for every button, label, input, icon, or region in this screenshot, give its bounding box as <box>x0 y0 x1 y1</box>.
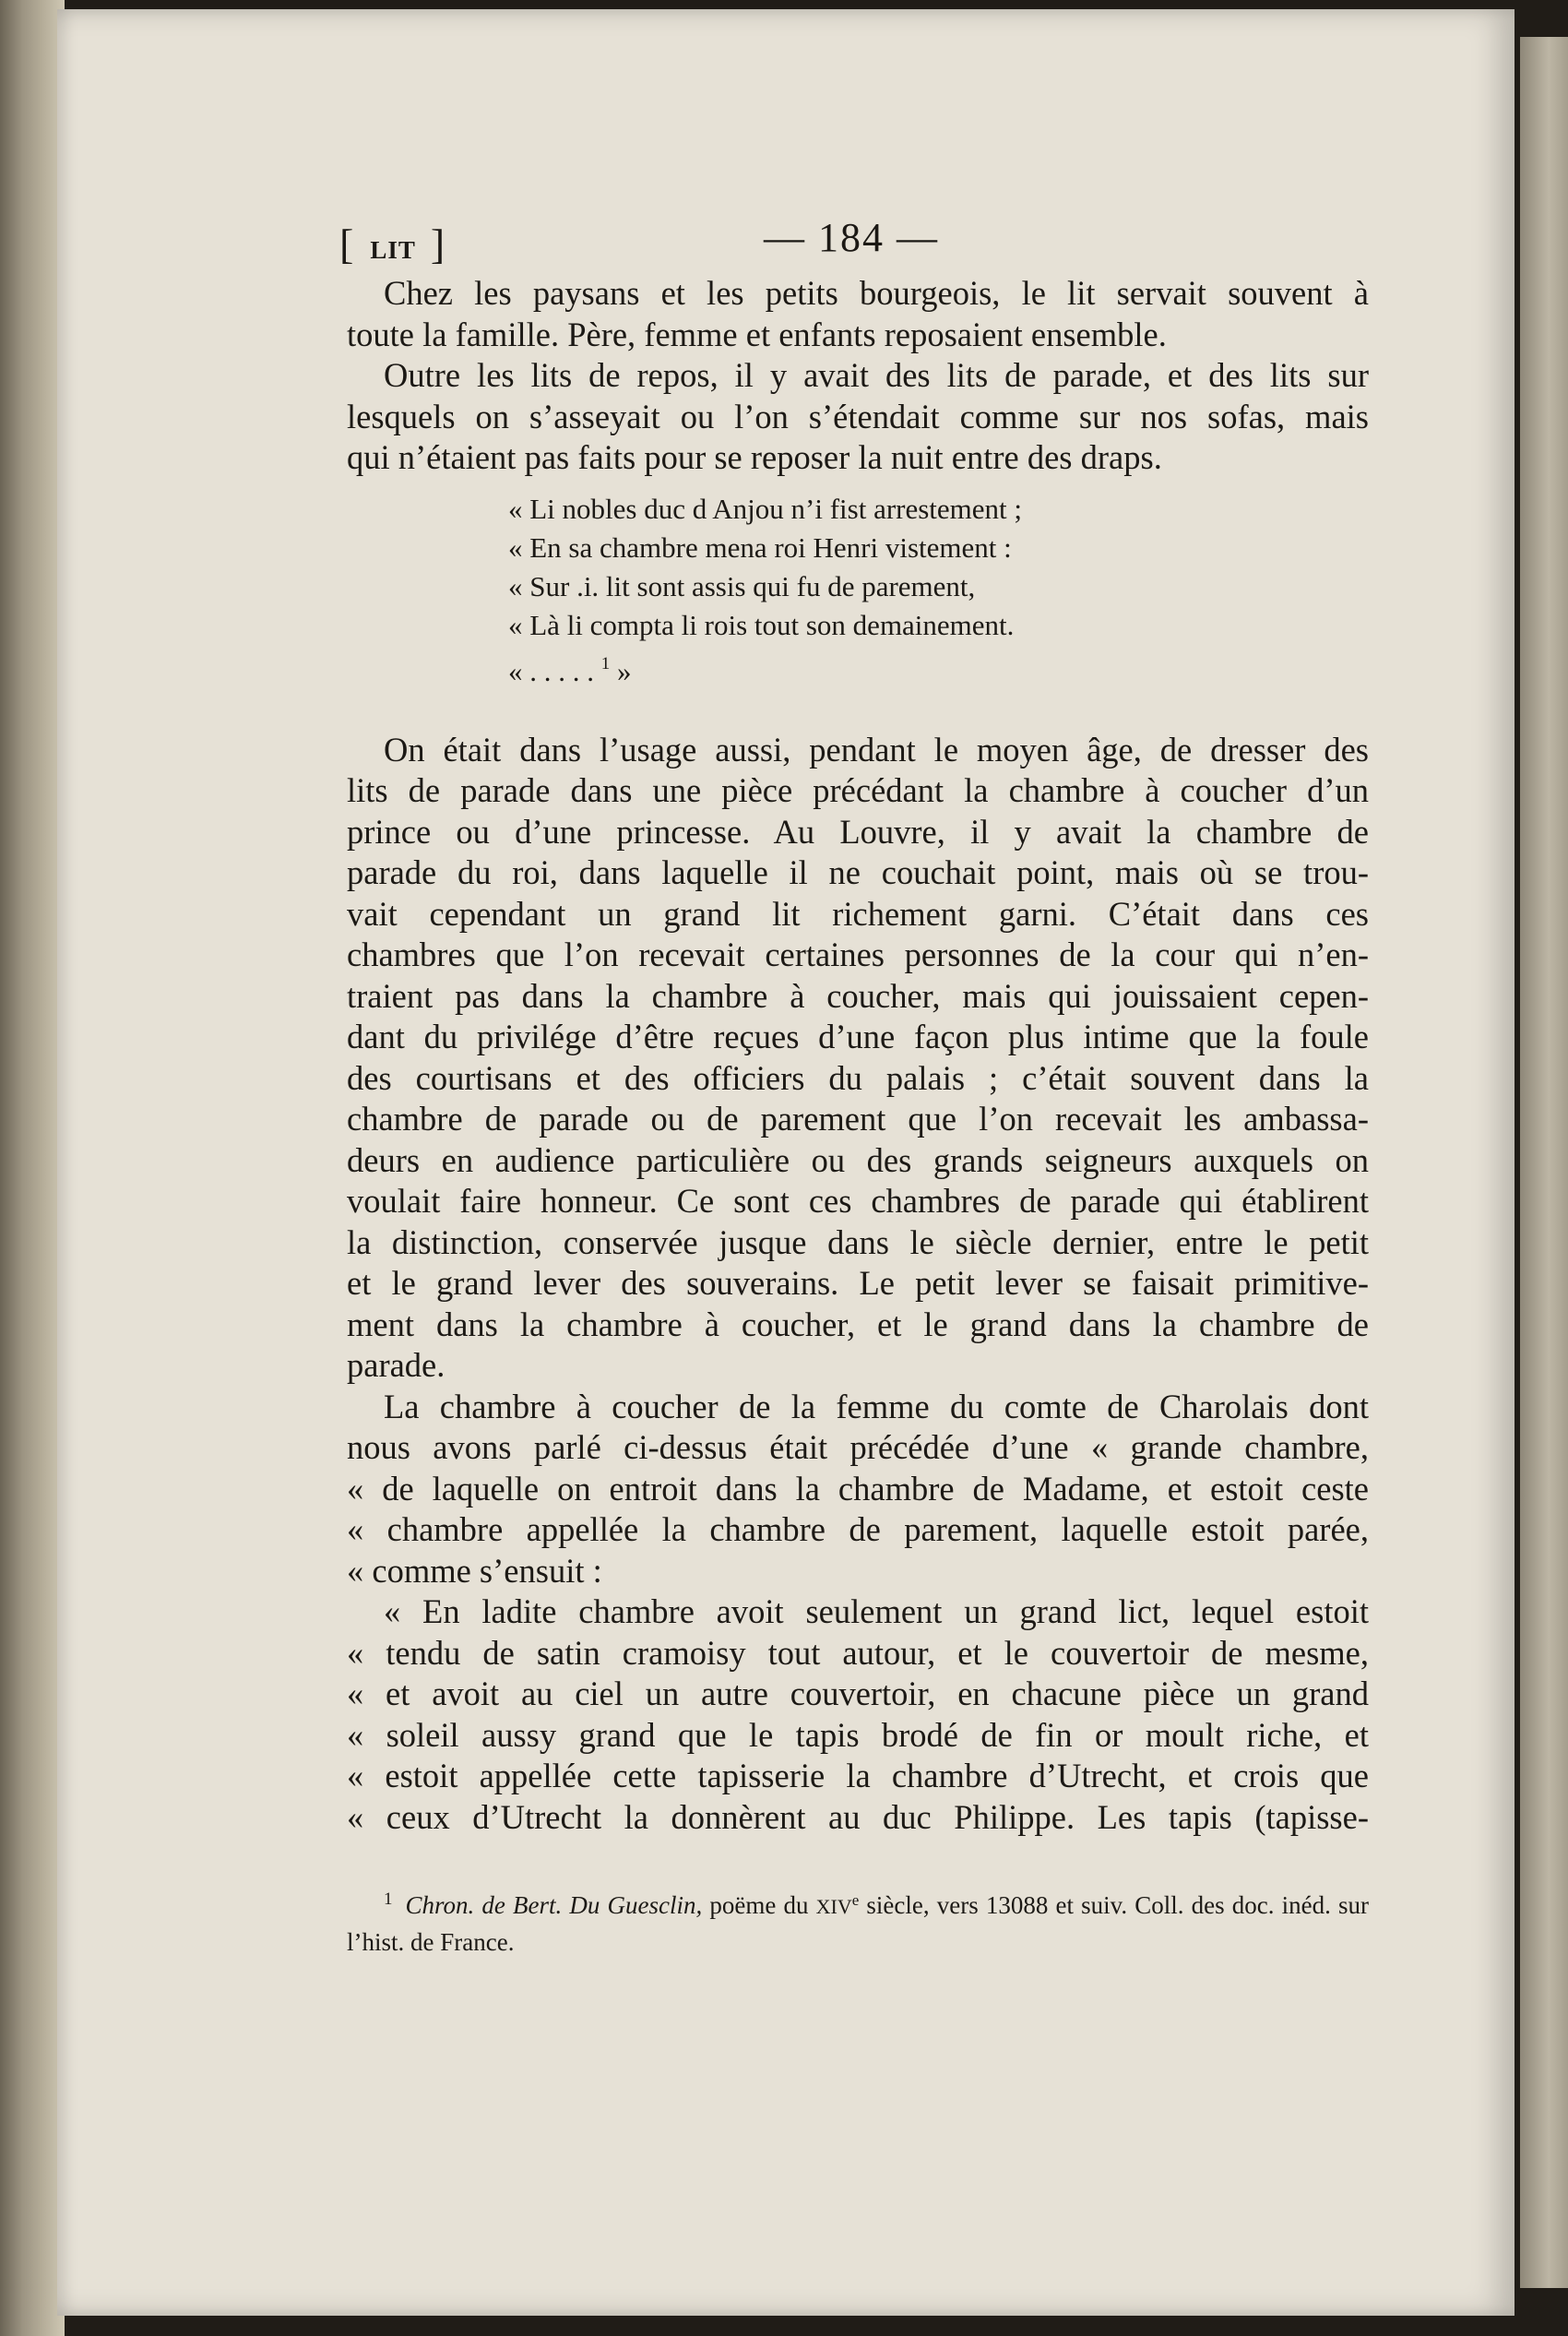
verse-line: « Li nobles duc d Anjou n’i fist arrestement ; <box>508 492 1023 525</box>
text-line: lesquels on s’asseyait ou l’on s’étendait comme sur nos sofas, mais <box>347 397 1369 435</box>
text-line: chambre de parade ou de parement que l’on recevait les ambassa- <box>347 1100 1369 1138</box>
verse-line: « En sa chambre mena roi Henri vistement : <box>508 530 1012 564</box>
text-line: des courtisans et des officiers du palais ; c’était souvent dans la <box>347 1058 1369 1097</box>
footnote-text: siècle, vers 13088 et suiv. Coll. des doc. inéd. sur l’hist. de France. <box>347 1891 1369 1956</box>
text-line: « chambre appellée la chambre de parement, laquelle estoit parée, <box>347 1510 1369 1548</box>
text-line: « et avoit au ciel un autre couvertoir, en chacune pièce un grand <box>347 1675 1369 1712</box>
text-line: « tendu de satin cramoisy tout autour, et le couvertoir de mesme, <box>347 1633 1369 1672</box>
text-line: La chambre à coucher de la femme du comte de Charolais dont <box>384 1387 1369 1425</box>
verse-quotation <box>508 490 1209 691</box>
verse-ellipsis: « . . . . . <box>508 654 601 687</box>
text-line: voulait faire honneur. Ce sont ces chambres de parade qui établirent <box>347 1182 1369 1220</box>
text-line: traient pas dans la chambre à coucher, mais qui jouissaient cepen- <box>347 976 1369 1015</box>
footnote-ref: 1 <box>600 653 611 673</box>
verse-close-quote: » <box>610 654 632 687</box>
text-line: vait cependant un grand lit richement garni. C’était dans ces <box>347 894 1369 933</box>
text-line: « En ladite chambre avoit seulement un grand lict, lequel estoit <box>384 1592 1369 1630</box>
text-line: lits de parade dans une pièce précédant la chambre à coucher d’un <box>347 771 1369 809</box>
footnote-source-title: Chron. de Bert. Du Guesclin, <box>405 1891 703 1919</box>
text-line: qui n’étaient pas faits pour se reposer la nuit entre des draps. <box>347 438 1162 476</box>
text-line: dant du privilége d’être reçues d’une façon plus intime que la foule <box>347 1018 1369 1055</box>
paragraph-3 <box>347 730 1369 1387</box>
text-line: « comme s’ensuit : <box>347 1551 602 1590</box>
text-line: deurs en audience particulière ou des grands seigneurs auxquels on <box>347 1140 1369 1179</box>
text-line: parade du roi, dans laquelle il ne couchait point, mais où se trou- <box>347 853 1369 891</box>
text-line: parade. <box>347 1346 445 1384</box>
page-edge-left <box>0 0 65 2336</box>
text-line: « ceux d’Utrecht la donnèrent au duc Philippe. Les tapis (tapisse- <box>347 1797 1369 1836</box>
paragraph-1 <box>347 273 1369 355</box>
verse-line-ellipsis <box>508 645 1209 691</box>
text-line: toute la famille. Père, femme et enfants reposaient ensemble. <box>347 315 1167 353</box>
text-line: et le grand lever des souverains. Le petit lever se faisait primitive- <box>347 1264 1369 1302</box>
text-line: prince ou d’une princesse. Au Louvre, il y avait la chambre de <box>347 812 1369 851</box>
text-line: Chez les paysans et les petits bourgeois, le lit servait souvent à <box>384 274 1369 312</box>
footnote-century: XIV <box>815 1895 852 1918</box>
page-edge-right <box>1520 37 1568 2288</box>
running-head <box>339 214 1409 269</box>
text-line: « soleil aussy grand que le tapis brodé de fin or moult riche, et <box>347 1715 1369 1754</box>
footnote-century-sup: e <box>851 1891 860 1909</box>
section-label: LIT <box>370 236 416 264</box>
paragraph-2 <box>347 355 1369 479</box>
footnote-text: poëme du <box>702 1891 816 1919</box>
paragraph-4 <box>347 1387 1369 1592</box>
text-line: Outre les lits de repos, il y avait des lits de parade, et des lits sur <box>384 356 1369 394</box>
page-number: — 184 — <box>764 215 939 260</box>
text-line: On était dans l’usage aussi, pendant le moyen âge, de dresser des <box>384 730 1369 769</box>
section-tag <box>339 220 446 268</box>
verse-line: « Là li compta li rois tout son demainement. <box>508 608 1015 641</box>
text-line: nous avons parlé ci-dessus était précédée d’une « grande chambre, <box>347 1428 1369 1466</box>
paragraph-5 <box>347 1591 1369 1838</box>
text-line: chambres que l’on recevait certaines personnes de la cour qui n’en- <box>347 936 1369 973</box>
text-line: la distinction, conservée jusque dans le siècle dernier, entre le petit <box>347 1222 1369 1261</box>
footnote-mark: 1 <box>384 1889 393 1909</box>
bracket-close: ] <box>430 220 447 268</box>
text-line: « estoit appellée cette tapisserie la chambre d’Utrecht, et crois que <box>347 1757 1369 1794</box>
footnote <box>347 1882 1369 1960</box>
main-text <box>347 273 1369 1838</box>
verse-line: « Sur .i. lit sont assis qui fu de parement, <box>508 569 976 602</box>
text-line: « de laquelle on entroit dans la chambre de Madame, et estoit ceste <box>347 1469 1369 1508</box>
text-line: ment dans la chambre à coucher, et le grand dans la chambre de <box>347 1305 1369 1343</box>
bracket-open: [ <box>339 220 356 268</box>
